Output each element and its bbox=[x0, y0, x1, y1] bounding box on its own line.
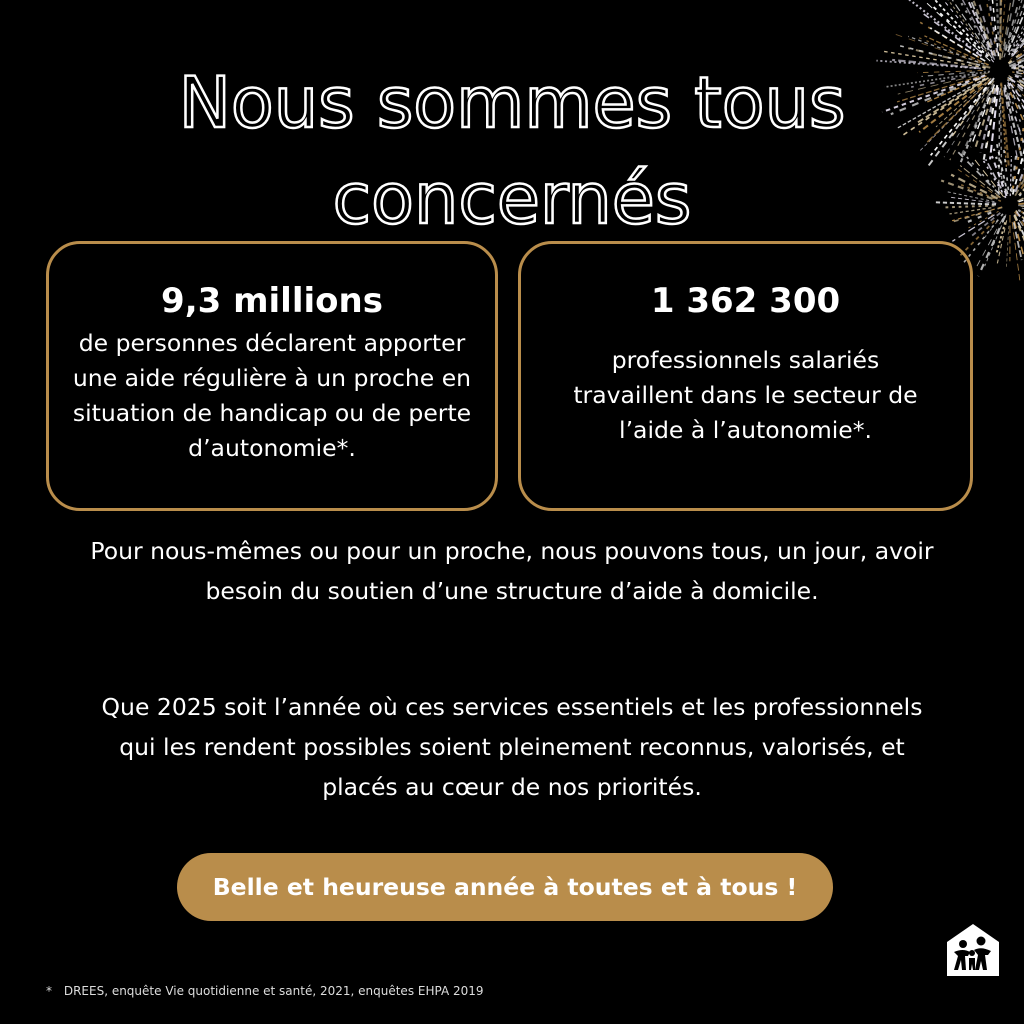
footnote-text: DREES, enquête Vie quotidienne et santé, 2021, enquêtes EHPA 2019 bbox=[63, 984, 484, 998]
paragraph-wish-2025: Que 2025 soit l’année où ces services essentiels et les professionnels qui les rendent possibles soient pleinement reconnus, valorisés, et placés au cœur de nos priorités. bbox=[101, 693, 923, 801]
stat-value: 1 362 300 bbox=[650, 281, 841, 321]
page-title bbox=[0, 55, 1024, 247]
title-line-1: Nous sommes tous bbox=[178, 62, 846, 144]
footnote-marker: * bbox=[46, 984, 52, 998]
stat-card-caregivers bbox=[46, 241, 498, 511]
house-family-icon bbox=[944, 920, 1002, 978]
stat-description: professionnels salariés travaillent dans le secteur de l’aide à l’autonomie*. bbox=[573, 346, 918, 444]
title-line-2: concernés bbox=[332, 158, 692, 240]
stat-card-professionals bbox=[518, 241, 973, 511]
new-year-wish-banner: Belle et heureuse année à toutes et à tous ! bbox=[177, 853, 833, 921]
stat-description: de personnes déclarent apporter une aide régulière à un proche en situation de handicap ou de perte d’autonomie*. bbox=[72, 329, 472, 462]
stat-value: 9,3 millions bbox=[161, 281, 383, 321]
footnote bbox=[46, 984, 484, 998]
paragraph-support: Pour nous-mêmes ou pour un proche, nous pouvons tous, un jour, avoir besoin du soutien d’une structure d’aide à domicile. bbox=[90, 537, 934, 605]
